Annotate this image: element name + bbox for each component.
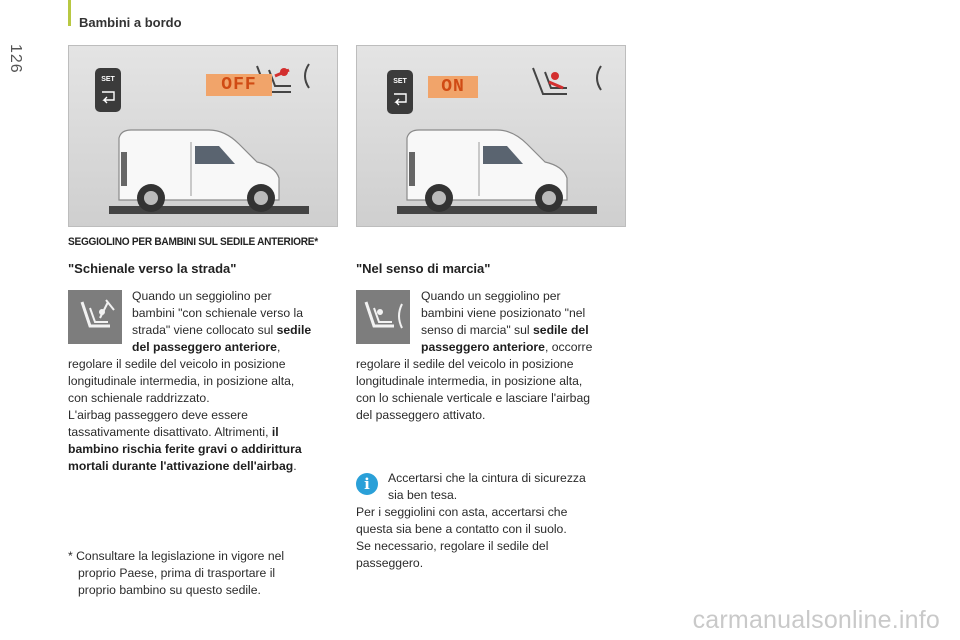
text-line: L'airbag passeggero deve essere: [68, 408, 248, 422]
set-button-icon: [387, 70, 413, 114]
watermark: carmanualsonline.info: [692, 606, 940, 634]
page-number: 126: [7, 44, 24, 74]
text-line: bambini viene posizionato "nel: [421, 306, 586, 320]
text-line: Accertarsi che la cintura di sicurezza: [388, 471, 586, 485]
footnote-line: * Consultare la legislazione in vigore nel: [68, 549, 285, 563]
van-drawing: [397, 130, 597, 214]
text-line: sia ben tesa.: [388, 488, 458, 502]
rear-facing-intro: [132, 288, 342, 356]
airbag-off-illustration: [68, 45, 338, 227]
info-note-body: [356, 504, 646, 572]
van-illustration-left: [69, 46, 339, 228]
text-line: Se necessario, regolare il sedile del: [356, 539, 549, 553]
text-line: del passeggero anteriore,: [132, 340, 281, 354]
van-drawing: [109, 130, 309, 214]
section-accent-bar: [68, 0, 71, 26]
text-line: bambini "con schienale verso la: [132, 306, 303, 320]
text-line: senso di marcia" sul sedile del: [421, 323, 589, 337]
forward-facing-body: [356, 356, 646, 424]
text-line: del passeggero attivato.: [356, 408, 486, 422]
forward-facing-intro: [421, 288, 631, 356]
text-line: bambino rischia ferite gravi o addirittura: [68, 442, 302, 456]
rear-facing-seat-icon: [68, 290, 122, 344]
rear-facing-body: [68, 356, 348, 475]
footnote-line: proprio bambino su questo sedile.: [78, 583, 261, 597]
text-line: Per i seggiolini con asta, accertarsi che: [356, 505, 568, 519]
footnote-line: proprio Paese, prima di trasportare il: [78, 566, 276, 580]
forward-facing-seat-icon: [356, 290, 410, 344]
airbag-status-indicator-off: OFF: [206, 74, 272, 96]
text-line: regolare il sedile del veicolo in posizione: [356, 357, 574, 371]
set-button-icon: [95, 68, 121, 112]
rear-facing-title: "Schienale verso la strada": [68, 261, 237, 276]
set-label: SET: [393, 78, 407, 85]
text-line: regolare il sedile del veicolo in posizione: [68, 357, 286, 371]
forward-facing-title: "Nel senso di marcia": [356, 261, 491, 276]
van-illustration-right: [357, 46, 627, 228]
section-header: Bambini a bordo: [79, 15, 182, 30]
info-note-intro: [388, 470, 648, 504]
text-line: longitudinale intermedia, in posizione alta,: [356, 374, 583, 388]
info-icon: i: [356, 473, 378, 495]
text-line: con lo schienale verticale e lasciare l'airbag: [356, 391, 591, 405]
text-line: passeggero.: [356, 556, 424, 570]
footnote: [68, 548, 318, 599]
set-label: SET: [101, 76, 115, 83]
child-seat-forward-icon: [533, 66, 601, 94]
section-title: SEGGIOLINO PER BAMBINI SUL SEDILE ANTERIORE*: [68, 236, 318, 248]
text-line: questa sia bene a contatto con il suolo.: [356, 522, 567, 536]
text-line: Quando un seggiolino per: [421, 289, 561, 303]
airbag-status-indicator-on: ON: [428, 76, 478, 98]
text-line: strada" viene collocato sul sedile: [132, 323, 312, 337]
text-line: tassativamente disattivato. Altrimenti, il: [68, 425, 279, 439]
text-line: Quando un seggiolino per: [132, 289, 272, 303]
airbag-on-illustration: [356, 45, 626, 227]
text-line: passeggero anteriore, occorre: [421, 340, 593, 354]
text-line: con schienale raddrizzato.: [68, 391, 210, 405]
text-line: mortali durante l'attivazione dell'airbag.: [68, 459, 297, 473]
text-line: longitudinale intermedia, in posizione alta,: [68, 374, 295, 388]
